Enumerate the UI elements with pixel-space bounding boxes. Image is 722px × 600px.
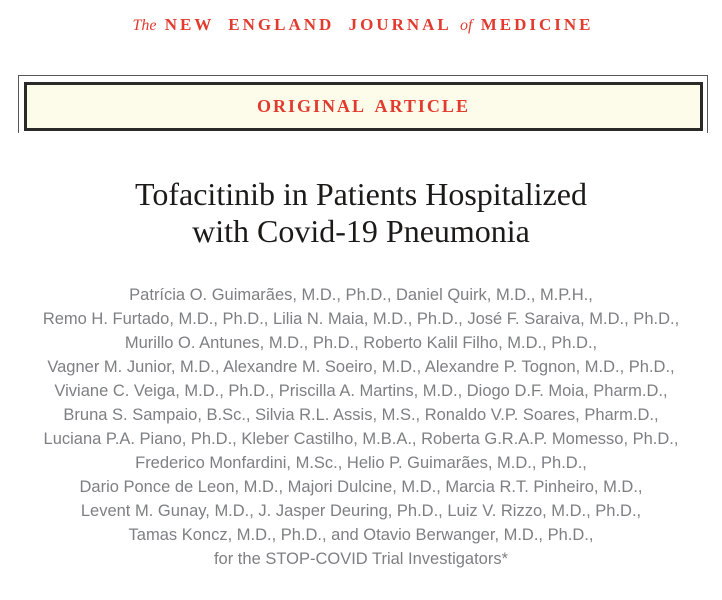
journal-masthead [0,15,722,35]
author-line: Frederico Monfardini, M.Sc., Helio P. Guimarães, M.D., Ph.D., [135,454,587,472]
author-line: Murillo O. Antunes, M.D., Ph.D., Roberto Kalil Filho, M.D., Ph.D., [124,334,598,352]
author-line: Patrícia O. Guimarães, M.D., Ph.D., Daniel Quirk, M.D., M.P.H., [129,286,593,304]
article-title-line2: with Covid-19 Pneumonia [192,213,530,249]
author-line: Remo H. Furtado, M.D., Ph.D., Lilia N. Maia, M.D., Ph.D., José F. Saraiva, M.D., Ph.D., [42,310,680,328]
author-list [0,283,722,571]
article-title-line1: Tofacitinib in Patients Hospitalized [135,176,587,212]
author-line: Viviane C. Veiga, M.D., Ph.D., Priscilla A. Martins, M.D., Diogo D.F. Moia, Pharm.D., [54,382,668,400]
author-line: Bruna S. Sampaio, B.Sc., Silvia R.L. Assis, M.S., Ronaldo V.P. Soares, Pharm.D., [63,406,659,424]
author-line: Tamas Koncz, M.D., Ph.D., and Otavio Berwanger, M.D., Ph.D., [128,526,594,544]
masthead-of: of [460,17,473,34]
section-banner [24,82,703,131]
group-attribution: for the STOP-COVID Trial Investigators* [213,550,509,568]
masthead-new-england-journal: NEW ENGLAND JOURNAL [164,15,452,34]
masthead-the: The [132,17,157,34]
author-line: Luciana P.A. Piano, Ph.D., Kleber Castilho, M.B.A., Roberta G.R.A.P. Momesso, Ph.D., [43,430,679,448]
author-line: Dario Ponce de Leon, M.D., Majori Dulcine, M.D., Marcia R.T. Pinheiro, M.D., [79,478,643,496]
article-title [0,176,722,250]
author-line: Levent M. Gunay, M.D., J. Jasper Deuring, Ph.D., Luiz V. Rizzo, M.D., Ph.D., [80,502,642,520]
author-line: Vagner M. Junior, M.D., Alexandre M. Soeiro, M.D., Alexandre P. Tognon, M.D., Ph.D., [47,358,675,376]
section-banner-label: ORIGINAL ARTICLE [257,96,470,116]
masthead-medicine: MEDICINE [480,15,594,34]
